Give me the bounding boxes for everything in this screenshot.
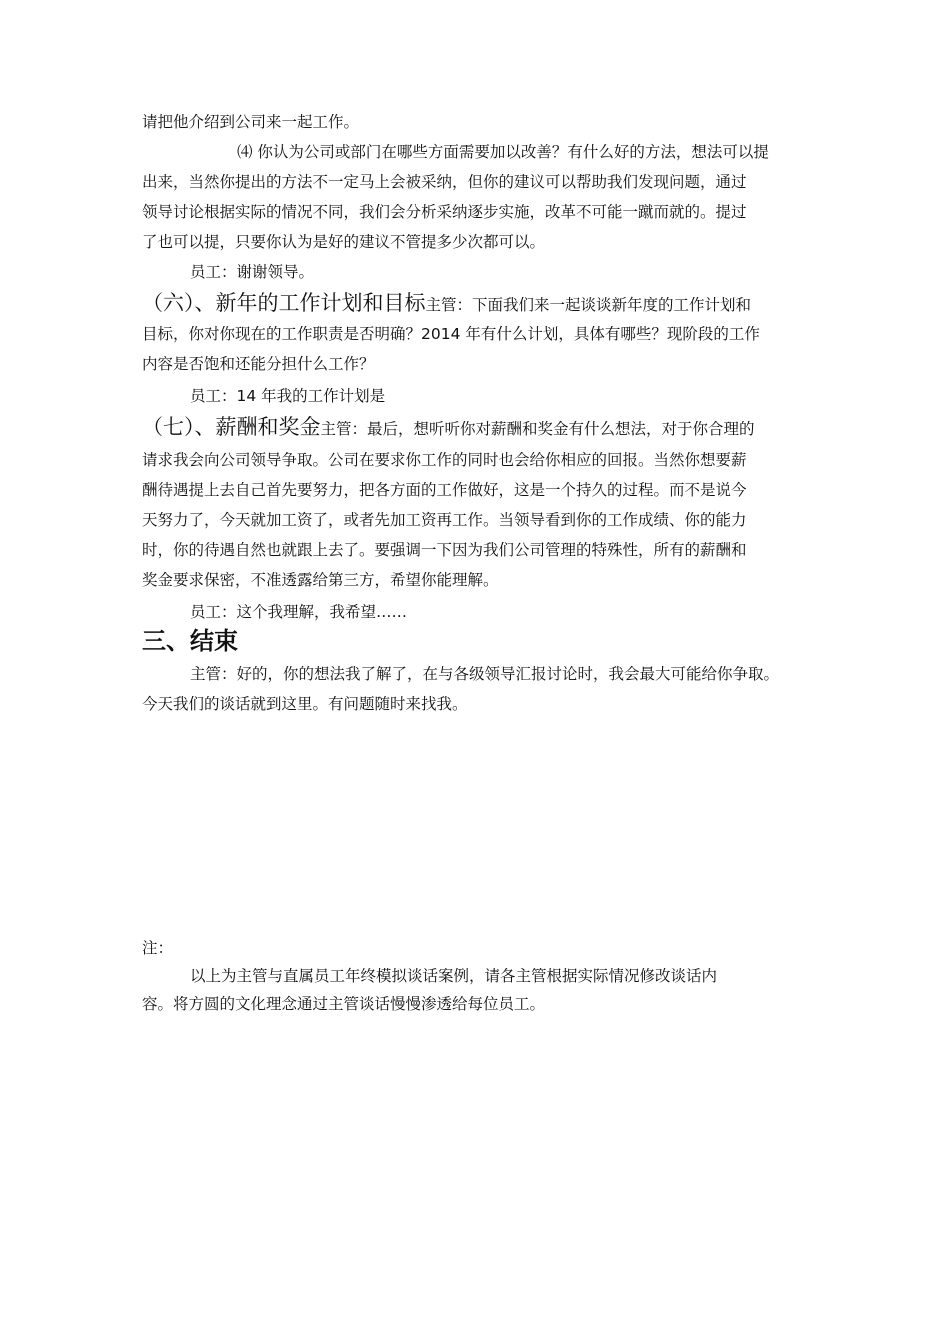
text-line: ⑷ 你认为公司或部门在哪些方面需要加以改善？有什么好的方法，想法可以提 <box>237 143 769 161</box>
text-line: 奖金要求保密，不准透露给第三方，希望你能理解。 <box>142 571 499 589</box>
text-line: 时，你的待遇自然也就跟上去了。要强调一下因为我们公司管理的特殊性，所有的薪酬和 <box>142 541 747 559</box>
text-line: 酬待遇提上去自己首先要努力，把各方面的工作做好，这是一个持久的过程。而不是说今 <box>142 481 747 499</box>
text-line: 主管：好的，你的想法我了解了，在与各级领导汇报讨论时，我会最大可能给你争取。 <box>190 665 780 683</box>
text-line: 容。将方圆的文化理念通过主管谈话慢慢渗透给每位员工。 <box>142 995 546 1013</box>
text-line: 了也可以提，只要你认为是好的建议不管提多少次都可以。 <box>142 233 546 251</box>
text-line: 请把他介绍到公司来一起工作。 <box>142 113 360 131</box>
section-6-text: 主管：下面我们来一起谈谈新年度的工作计划和 <box>425 296 752 314</box>
section-3-title: 三、结束 <box>142 627 238 655</box>
section-7-first-line <box>142 414 755 440</box>
text-line: 以上为主管与直属员工年终模拟谈话案例，请各主管根据实际情况修改谈话内 <box>190 967 718 985</box>
section-7-text: 主管：最后，想听听你对薪酬和奖金有什么想法，对于你合理的 <box>320 420 755 438</box>
employee-reply: 员工：14 年我的工作计划是 <box>190 387 386 405</box>
section-6-heading: （六）、新年的工作计划和目标 <box>142 291 426 315</box>
employee-reply: 员工：这个我理解，我希望…… <box>190 603 408 621</box>
text-line: 内容是否饱和还能分担什么工作？ <box>142 355 375 373</box>
section-7-heading: （七）、薪酬和奖金 <box>142 415 321 439</box>
text-line: 今天我们的谈话就到这里。有问题随时来找我。 <box>142 695 468 713</box>
text-line: 请求我会向公司领导争取。公司在要求你工作的同时也会给你相应的回报。当然你想要薪 <box>142 451 747 469</box>
text-line: 出来，当然你提出的方法不一定马上会被采纳，但你的建议可以帮助我们发现问题，通过 <box>142 173 747 191</box>
note-label: 注： <box>142 939 174 957</box>
section-6-first-line <box>142 290 751 316</box>
text-line: 目标，你对你现在的工作职责是否明确？2014 年有什么计划，具体有哪些？现阶段的工作 <box>142 325 760 343</box>
text-line: 天努力了，今天就加工资了，或者先加工资再工作。当领导看到你的工作成绩、你的能力 <box>142 511 747 529</box>
text-line: 领导讨论根据实际的情况不同，我们会分析采纳逐步实施，改革不可能一蹴而就的。提过 <box>142 203 747 221</box>
employee-reply: 员工：谢谢领导。 <box>190 263 315 281</box>
